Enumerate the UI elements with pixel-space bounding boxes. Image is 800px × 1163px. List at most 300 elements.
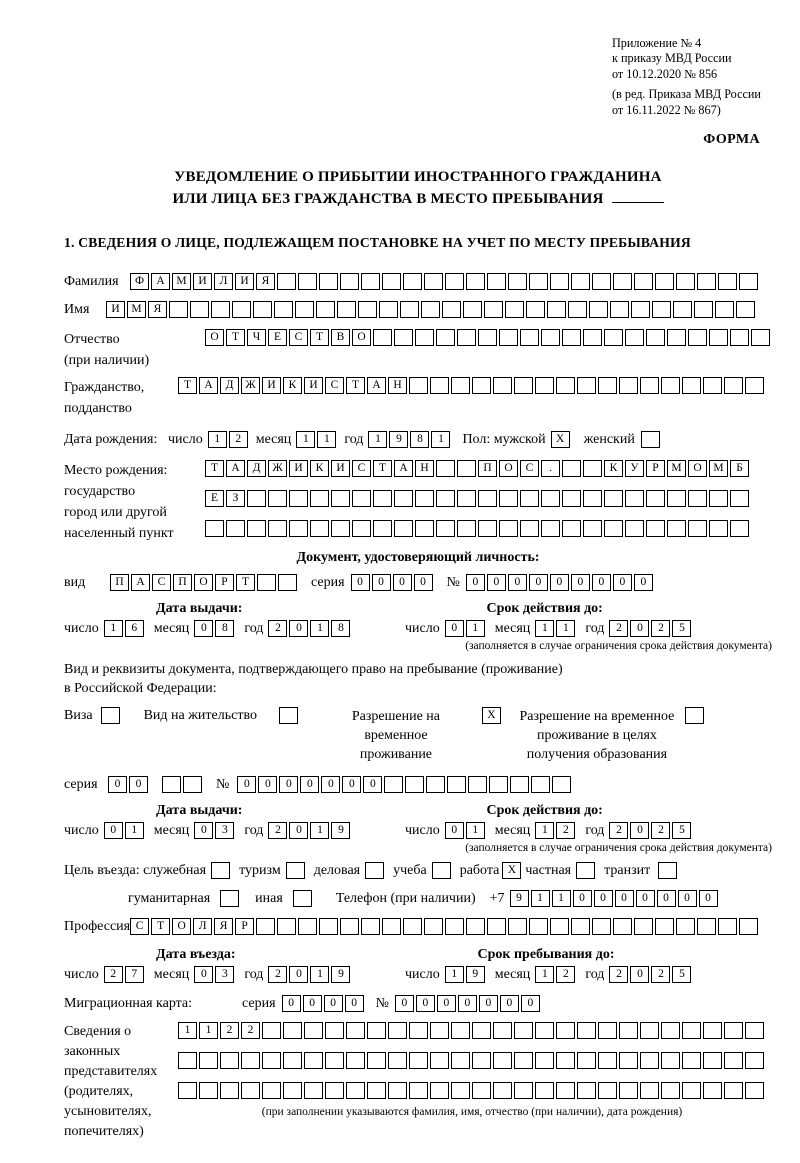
form-cell[interactable]: [430, 1022, 449, 1039]
form-cell[interactable]: 0: [289, 620, 308, 637]
form-cell[interactable]: [583, 490, 602, 507]
form-cell[interactable]: К: [604, 460, 623, 477]
form-cell[interactable]: [673, 301, 692, 318]
form-cell[interactable]: [640, 1082, 659, 1099]
form-cell[interactable]: X: [551, 431, 570, 448]
form-cell[interactable]: [646, 520, 665, 537]
form-cell[interactable]: 1: [310, 620, 329, 637]
form-cell[interactable]: Ф: [130, 273, 149, 290]
form-cell[interactable]: [331, 520, 350, 537]
form-cell[interactable]: 9: [331, 822, 350, 839]
form-cell[interactable]: [508, 918, 527, 935]
form-cell[interactable]: [493, 377, 512, 394]
form-cell[interactable]: 0: [613, 574, 632, 591]
form-cell[interactable]: Т: [178, 377, 197, 394]
form-cell[interactable]: [257, 574, 276, 591]
form-cell[interactable]: 1: [535, 822, 554, 839]
form-cell[interactable]: [499, 329, 518, 346]
form-cell[interactable]: [262, 1052, 281, 1069]
form-cell[interactable]: [571, 918, 590, 935]
form-cell[interactable]: [451, 1052, 470, 1069]
form-cell[interactable]: [310, 490, 329, 507]
form-cell[interactable]: [556, 377, 575, 394]
form-cell[interactable]: [295, 301, 314, 318]
form-cell[interactable]: [625, 520, 644, 537]
form-cell[interactable]: [709, 520, 728, 537]
form-cell[interactable]: [487, 918, 506, 935]
form-cell[interactable]: К: [283, 377, 302, 394]
form-cell[interactable]: [619, 1052, 638, 1069]
form-cell[interactable]: [730, 490, 749, 507]
form-cell[interactable]: [682, 377, 701, 394]
form-cell[interactable]: [405, 776, 424, 793]
form-cell[interactable]: Т: [373, 460, 392, 477]
form-cell[interactable]: [415, 329, 434, 346]
form-cell[interactable]: [199, 1052, 218, 1069]
form-cell[interactable]: Я: [148, 301, 167, 318]
form-cell[interactable]: [424, 918, 443, 935]
form-cell[interactable]: [373, 490, 392, 507]
form-cell[interactable]: [451, 377, 470, 394]
form-cell[interactable]: Р: [235, 918, 254, 935]
form-cell[interactable]: [279, 707, 298, 724]
form-cell[interactable]: [101, 707, 120, 724]
form-cell[interactable]: [625, 490, 644, 507]
form-cell[interactable]: [283, 1052, 302, 1069]
form-cell[interactable]: [493, 1082, 512, 1099]
form-cell[interactable]: [604, 490, 623, 507]
form-cell[interactable]: [550, 918, 569, 935]
form-cell[interactable]: А: [367, 377, 386, 394]
form-cell[interactable]: [319, 918, 338, 935]
form-cell[interactable]: [283, 1022, 302, 1039]
form-cell[interactable]: 2: [609, 620, 628, 637]
form-cell[interactable]: [451, 1082, 470, 1099]
form-cell[interactable]: [745, 1022, 764, 1039]
form-cell[interactable]: А: [199, 377, 218, 394]
form-cell[interactable]: [286, 862, 305, 879]
form-cell[interactable]: [426, 776, 445, 793]
form-cell[interactable]: 0: [521, 995, 540, 1012]
form-cell[interactable]: [676, 918, 695, 935]
form-cell[interactable]: [424, 273, 443, 290]
form-cell[interactable]: 1: [531, 890, 550, 907]
form-cell[interactable]: 1: [178, 1022, 197, 1039]
form-cell[interactable]: [709, 490, 728, 507]
form-cell[interactable]: [365, 862, 384, 879]
form-cell[interactable]: [457, 329, 476, 346]
form-cell[interactable]: [436, 520, 455, 537]
form-cell[interactable]: 0: [393, 574, 412, 591]
form-cell[interactable]: [331, 490, 350, 507]
form-cell[interactable]: [661, 1082, 680, 1099]
form-cell[interactable]: [382, 918, 401, 935]
form-cell[interactable]: [715, 301, 734, 318]
form-cell[interactable]: [436, 329, 455, 346]
form-cell[interactable]: [562, 490, 581, 507]
form-cell[interactable]: 2: [556, 822, 575, 839]
form-cell[interactable]: [346, 1022, 365, 1039]
form-cell[interactable]: 0: [458, 995, 477, 1012]
form-cell[interactable]: [340, 918, 359, 935]
form-cell[interactable]: [409, 377, 428, 394]
form-cell[interactable]: Т: [151, 918, 170, 935]
form-cell[interactable]: [520, 520, 539, 537]
form-cell[interactable]: 1: [466, 620, 485, 637]
form-cell[interactable]: [661, 377, 680, 394]
form-cell[interactable]: [447, 776, 466, 793]
form-cell[interactable]: [367, 1082, 386, 1099]
form-cell[interactable]: 5: [672, 822, 691, 839]
form-cell[interactable]: [199, 1082, 218, 1099]
form-cell[interactable]: [562, 329, 581, 346]
form-cell[interactable]: [576, 862, 595, 879]
form-cell[interactable]: [652, 301, 671, 318]
form-cell[interactable]: 9: [331, 966, 350, 983]
form-cell[interactable]: [220, 1052, 239, 1069]
form-cell[interactable]: [409, 1082, 428, 1099]
form-cell[interactable]: [646, 490, 665, 507]
form-cell[interactable]: Т: [310, 329, 329, 346]
form-cell[interactable]: Р: [646, 460, 665, 477]
form-cell[interactable]: [253, 301, 272, 318]
form-cell[interactable]: Т: [226, 329, 245, 346]
form-cell[interactable]: 0: [500, 995, 519, 1012]
form-cell[interactable]: [718, 918, 737, 935]
form-cell[interactable]: 9: [389, 431, 408, 448]
form-cell[interactable]: [709, 329, 728, 346]
form-cell[interactable]: [730, 329, 749, 346]
form-cell[interactable]: И: [106, 301, 125, 318]
form-cell[interactable]: [298, 918, 317, 935]
form-cell[interactable]: А: [131, 574, 150, 591]
form-cell[interactable]: 0: [445, 620, 464, 637]
form-cell[interactable]: 0: [550, 574, 569, 591]
form-cell[interactable]: [457, 520, 476, 537]
form-cell[interactable]: [694, 301, 713, 318]
form-cell[interactable]: 0: [289, 822, 308, 839]
form-cell[interactable]: Ч: [247, 329, 266, 346]
form-cell[interactable]: [667, 329, 686, 346]
form-cell[interactable]: [613, 918, 632, 935]
form-cell[interactable]: [739, 273, 758, 290]
form-cell[interactable]: [316, 301, 335, 318]
form-cell[interactable]: [484, 301, 503, 318]
form-cell[interactable]: [430, 1052, 449, 1069]
form-cell[interactable]: 0: [303, 995, 322, 1012]
form-cell[interactable]: [520, 490, 539, 507]
form-cell[interactable]: Я: [256, 273, 275, 290]
form-cell[interactable]: 0: [279, 776, 298, 793]
form-cell[interactable]: [535, 1052, 554, 1069]
form-cell[interactable]: [531, 776, 550, 793]
form-cell[interactable]: [535, 1022, 554, 1039]
form-cell[interactable]: Т: [346, 377, 365, 394]
form-cell[interactable]: 0: [194, 620, 213, 637]
form-cell[interactable]: [256, 918, 275, 935]
form-cell[interactable]: X: [482, 707, 501, 724]
form-cell[interactable]: [598, 1052, 617, 1069]
form-cell[interactable]: [661, 1052, 680, 1069]
form-cell[interactable]: Н: [415, 460, 434, 477]
form-cell[interactable]: 3: [215, 822, 234, 839]
form-cell[interactable]: [541, 490, 560, 507]
form-cell[interactable]: С: [325, 377, 344, 394]
form-cell[interactable]: 0: [237, 776, 256, 793]
form-cell[interactable]: [583, 520, 602, 537]
form-cell[interactable]: [745, 1082, 764, 1099]
form-cell[interactable]: [577, 377, 596, 394]
form-cell[interactable]: Я: [214, 918, 233, 935]
form-cell[interactable]: 2: [651, 966, 670, 983]
form-cell[interactable]: [466, 273, 485, 290]
form-cell[interactable]: [685, 707, 704, 724]
form-cell[interactable]: [436, 490, 455, 507]
form-cell[interactable]: [262, 1022, 281, 1039]
form-cell[interactable]: [466, 918, 485, 935]
form-cell[interactable]: 0: [300, 776, 319, 793]
form-cell[interactable]: 0: [372, 574, 391, 591]
form-cell[interactable]: [226, 520, 245, 537]
form-cell[interactable]: [730, 520, 749, 537]
form-cell[interactable]: [718, 273, 737, 290]
form-cell[interactable]: [178, 1082, 197, 1099]
form-cell[interactable]: [514, 377, 533, 394]
form-cell[interactable]: 0: [289, 966, 308, 983]
form-cell[interactable]: [268, 520, 287, 537]
form-cell[interactable]: [745, 377, 764, 394]
form-cell[interactable]: 1: [535, 620, 554, 637]
form-cell[interactable]: [688, 490, 707, 507]
form-cell[interactable]: [550, 273, 569, 290]
form-cell[interactable]: О: [194, 574, 213, 591]
form-cell[interactable]: [241, 1082, 260, 1099]
form-cell[interactable]: [577, 1022, 596, 1039]
form-cell[interactable]: М: [172, 273, 191, 290]
form-cell[interactable]: [379, 301, 398, 318]
form-cell[interactable]: [293, 890, 312, 907]
form-cell[interactable]: [598, 1082, 617, 1099]
form-cell[interactable]: [451, 1022, 470, 1039]
form-cell[interactable]: О: [205, 329, 224, 346]
form-cell[interactable]: Т: [205, 460, 224, 477]
form-cell[interactable]: Е: [205, 490, 224, 507]
form-cell[interactable]: В: [331, 329, 350, 346]
form-cell[interactable]: 0: [194, 966, 213, 983]
form-cell[interactable]: [514, 1052, 533, 1069]
form-cell[interactable]: [403, 918, 422, 935]
form-cell[interactable]: О: [499, 460, 518, 477]
form-cell[interactable]: [688, 329, 707, 346]
form-cell[interactable]: Р: [215, 574, 234, 591]
form-cell[interactable]: [619, 1022, 638, 1039]
form-cell[interactable]: [400, 301, 419, 318]
form-cell[interactable]: [325, 1082, 344, 1099]
form-cell[interactable]: 1: [431, 431, 450, 448]
form-cell[interactable]: [394, 490, 413, 507]
form-cell[interactable]: 7: [125, 966, 144, 983]
form-cell[interactable]: [445, 918, 464, 935]
form-cell[interactable]: [468, 776, 487, 793]
form-cell[interactable]: [724, 377, 743, 394]
form-cell[interactable]: Д: [247, 460, 266, 477]
form-cell[interactable]: [241, 1052, 260, 1069]
form-cell[interactable]: [277, 918, 296, 935]
form-cell[interactable]: 0: [414, 574, 433, 591]
form-cell[interactable]: 8: [331, 620, 350, 637]
form-cell[interactable]: М: [667, 460, 686, 477]
form-cell[interactable]: [751, 329, 770, 346]
form-cell[interactable]: [631, 301, 650, 318]
form-cell[interactable]: М: [127, 301, 146, 318]
form-cell[interactable]: [463, 301, 482, 318]
form-cell[interactable]: [640, 1022, 659, 1039]
form-cell[interactable]: [478, 490, 497, 507]
form-cell[interactable]: П: [110, 574, 129, 591]
form-cell[interactable]: [472, 1052, 491, 1069]
form-cell[interactable]: 1: [296, 431, 315, 448]
form-cell[interactable]: [598, 1022, 617, 1039]
form-cell[interactable]: 1: [208, 431, 227, 448]
form-cell[interactable]: 8: [215, 620, 234, 637]
form-cell[interactable]: [688, 520, 707, 537]
form-cell[interactable]: [508, 273, 527, 290]
form-cell[interactable]: А: [394, 460, 413, 477]
form-cell[interactable]: С: [520, 460, 539, 477]
form-cell[interactable]: 0: [342, 776, 361, 793]
form-cell[interactable]: 2: [556, 966, 575, 983]
form-cell[interactable]: [510, 776, 529, 793]
form-cell[interactable]: [724, 1052, 743, 1069]
form-cell[interactable]: [568, 301, 587, 318]
form-cell[interactable]: [682, 1082, 701, 1099]
form-cell[interactable]: 0: [529, 574, 548, 591]
form-cell[interactable]: [445, 273, 464, 290]
form-cell[interactable]: И: [235, 273, 254, 290]
form-cell[interactable]: 5: [672, 966, 691, 983]
form-cell[interactable]: П: [173, 574, 192, 591]
form-cell[interactable]: [529, 273, 548, 290]
form-cell[interactable]: [262, 1082, 281, 1099]
form-cell[interactable]: [697, 918, 716, 935]
form-cell[interactable]: [319, 273, 338, 290]
form-cell[interactable]: 2: [651, 620, 670, 637]
form-cell[interactable]: [346, 1052, 365, 1069]
form-cell[interactable]: [655, 273, 674, 290]
form-cell[interactable]: 2: [268, 620, 287, 637]
form-cell[interactable]: 2: [268, 966, 287, 983]
form-cell[interactable]: [499, 490, 518, 507]
form-cell[interactable]: 0: [571, 574, 590, 591]
form-cell[interactable]: 1: [125, 822, 144, 839]
form-cell[interactable]: [499, 520, 518, 537]
form-cell[interactable]: Н: [388, 377, 407, 394]
form-cell[interactable]: [589, 301, 608, 318]
form-cell[interactable]: 0: [395, 995, 414, 1012]
form-cell[interactable]: [625, 329, 644, 346]
form-cell[interactable]: 2: [241, 1022, 260, 1039]
form-cell[interactable]: 0: [345, 995, 364, 1012]
form-cell[interactable]: [520, 329, 539, 346]
form-cell[interactable]: 2: [609, 822, 628, 839]
form-cell[interactable]: О: [352, 329, 371, 346]
form-cell[interactable]: [529, 918, 548, 935]
form-cell[interactable]: [547, 301, 566, 318]
form-cell[interactable]: 1: [317, 431, 336, 448]
form-cell[interactable]: [641, 431, 660, 448]
form-cell[interactable]: [472, 1022, 491, 1039]
form-cell[interactable]: [619, 377, 638, 394]
form-cell[interactable]: [274, 301, 293, 318]
form-cell[interactable]: [421, 301, 440, 318]
form-cell[interactable]: 0: [351, 574, 370, 591]
form-cell[interactable]: [634, 918, 653, 935]
form-cell[interactable]: С: [152, 574, 171, 591]
form-cell[interactable]: 1: [368, 431, 387, 448]
form-cell[interactable]: 0: [129, 776, 148, 793]
form-cell[interactable]: [388, 1082, 407, 1099]
form-cell[interactable]: Д: [220, 377, 239, 394]
form-cell[interactable]: 0: [592, 574, 611, 591]
form-cell[interactable]: Л: [193, 918, 212, 935]
form-cell[interactable]: [697, 273, 716, 290]
form-cell[interactable]: [394, 520, 413, 537]
form-cell[interactable]: И: [193, 273, 212, 290]
form-cell[interactable]: [703, 1052, 722, 1069]
form-cell[interactable]: 1: [310, 822, 329, 839]
form-cell[interactable]: [373, 329, 392, 346]
form-cell[interactable]: [535, 1082, 554, 1099]
form-cell[interactable]: 0: [282, 995, 301, 1012]
form-cell[interactable]: 9: [466, 966, 485, 983]
form-cell[interactable]: [304, 1022, 323, 1039]
form-cell[interactable]: [268, 490, 287, 507]
form-cell[interactable]: С: [130, 918, 149, 935]
form-cell[interactable]: Е: [268, 329, 287, 346]
form-cell[interactable]: [415, 520, 434, 537]
form-cell[interactable]: 0: [324, 995, 343, 1012]
form-cell[interactable]: [432, 862, 451, 879]
form-cell[interactable]: [367, 1052, 386, 1069]
form-cell[interactable]: 1: [535, 966, 554, 983]
form-cell[interactable]: [739, 918, 758, 935]
form-cell[interactable]: [232, 301, 251, 318]
form-cell[interactable]: [388, 1022, 407, 1039]
form-cell[interactable]: [211, 862, 230, 879]
form-cell[interactable]: [562, 520, 581, 537]
form-cell[interactable]: [598, 377, 617, 394]
form-cell[interactable]: 2: [104, 966, 123, 983]
form-cell[interactable]: И: [289, 460, 308, 477]
form-cell[interactable]: [325, 1052, 344, 1069]
form-cell[interactable]: [493, 1022, 512, 1039]
form-cell[interactable]: 0: [108, 776, 127, 793]
form-cell[interactable]: [384, 776, 403, 793]
form-cell[interactable]: [382, 273, 401, 290]
form-cell[interactable]: 0: [445, 822, 464, 839]
form-cell[interactable]: [552, 776, 571, 793]
form-cell[interactable]: 2: [609, 966, 628, 983]
form-cell[interactable]: 1: [466, 822, 485, 839]
form-cell[interactable]: [646, 329, 665, 346]
form-cell[interactable]: 1: [556, 620, 575, 637]
form-cell[interactable]: С: [352, 460, 371, 477]
form-cell[interactable]: И: [304, 377, 323, 394]
form-cell[interactable]: 0: [636, 890, 655, 907]
form-cell[interactable]: [352, 490, 371, 507]
form-cell[interactable]: [190, 301, 209, 318]
form-cell[interactable]: [703, 377, 722, 394]
